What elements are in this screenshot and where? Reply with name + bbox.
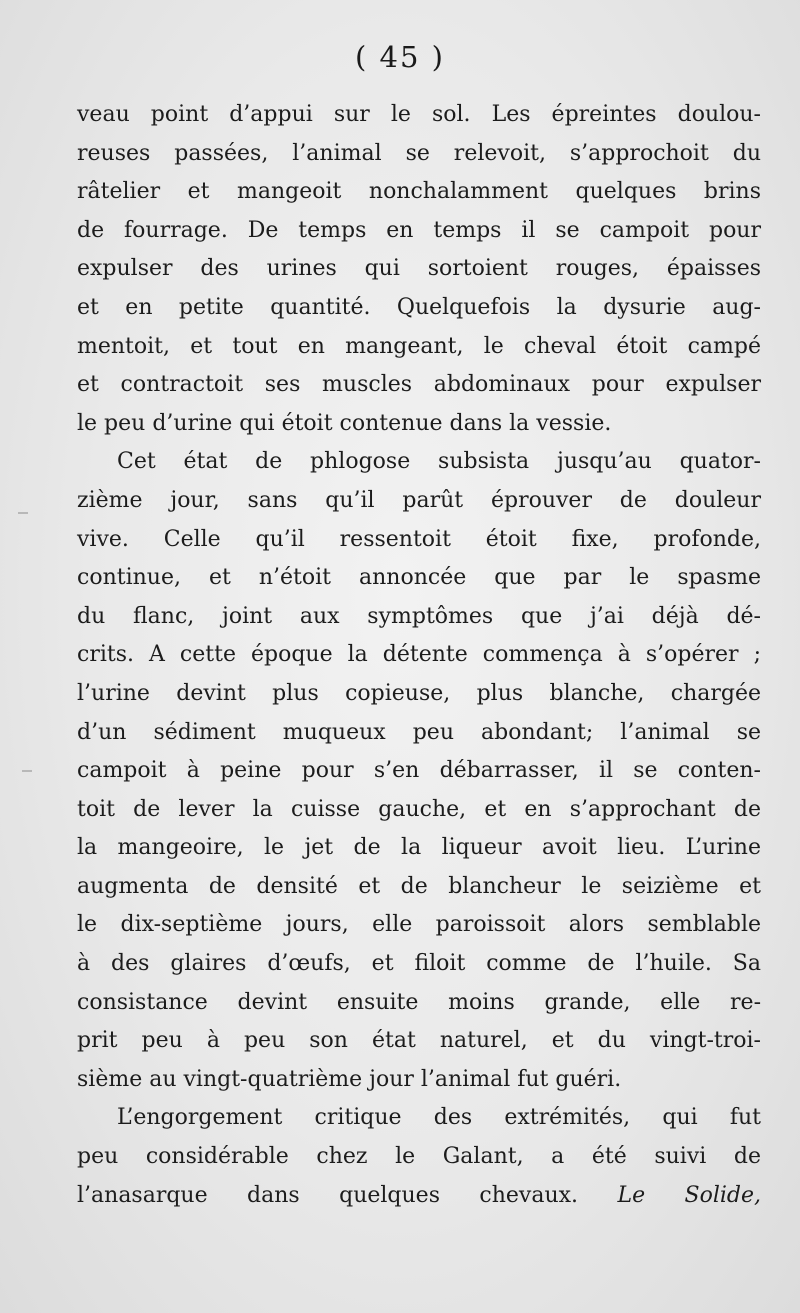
text-line: toit de lever la cuisse gauche, et en s’approchant de <box>77 796 761 822</box>
text-line <box>77 1177 761 1216</box>
text-line: crits. A cette époque la détente commença à s’opérer ; <box>77 642 761 668</box>
text-line: sième au vingt-quatrième jour l’animal fut guéri. <box>77 1066 622 1092</box>
text-line: le dix-septième jours, elle paroissoit alors semblable <box>77 912 761 938</box>
text-line: peu considérable chez le Galant, a été suivi de <box>77 1144 761 1170</box>
text-line: campoit à peine pour s’en débarrasser, il se conten- <box>77 758 761 784</box>
text-line: la mangeoire, le jet de la liqueur avoit lieu. L’urine <box>77 835 761 861</box>
text-line: L’engorgement critique des extrémités, qui fut <box>117 1105 761 1131</box>
text-line: reuses passées, l’animal se relevoit, s’approchoit du <box>77 140 761 166</box>
text-line: et contractoit ses muscles abdominaux pour expulser <box>77 372 761 398</box>
text-line: d’un sédiment muqueux peu abondant; l’animal se <box>77 719 761 745</box>
margin-mark <box>22 770 32 778</box>
text-line: le peu d’urine qui étoit contenue dans la vessie. <box>77 410 612 436</box>
text-line: Cet état de phlogose subsista jusqu’au quator- <box>117 449 761 475</box>
text-line: veau point d’appui sur le sol. Les épreintes doulou- <box>77 102 761 127</box>
body-text <box>77 96 761 1215</box>
text-line: continue, et n’étoit annoncée que par le spasme <box>77 565 761 591</box>
text-line: râtelier et mangeoit nonchalamment quelques brins <box>77 179 761 205</box>
text-line: vive. Celle qu’il ressentoit étoit fixe, profonde, <box>77 526 761 552</box>
text-line: zième jour, sans qu’il parût éprouver de douleur <box>77 487 761 513</box>
text-line: du flanc, joint aux symptômes que j’ai déjà dé- <box>77 603 761 629</box>
text-line: expulser des urines qui sortoient rouges, épaisses <box>77 256 761 282</box>
text-line: et en petite quantité. Quelquefois la dysurie aug- <box>77 294 761 320</box>
text-line: prit peu à peu son état naturel, et du vingt-troi- <box>77 1028 761 1054</box>
text-line: l’urine devint plus copieuse, plus blanche, chargée <box>77 680 761 706</box>
page-number: ( 45 ) <box>355 40 445 74</box>
text-line: de fourrage. De temps en temps il se campoit pour <box>77 217 761 243</box>
margin-mark <box>18 512 28 520</box>
italic-text-segment: Le Solide, <box>617 1182 761 1208</box>
text-line: consistance devint ensuite moins grande, elle re- <box>77 989 761 1015</box>
text-line: à des glaires d’œufs, et filoit comme de l’huile. Sa <box>77 951 761 977</box>
text-segment: l’anasarque dans quelques chevaux. <box>77 1182 579 1208</box>
text-line: mentoit, et tout en mangeant, le cheval étoit campé <box>77 333 761 359</box>
text-line: augmenta de densité et de blancheur le seizième et <box>77 873 761 899</box>
